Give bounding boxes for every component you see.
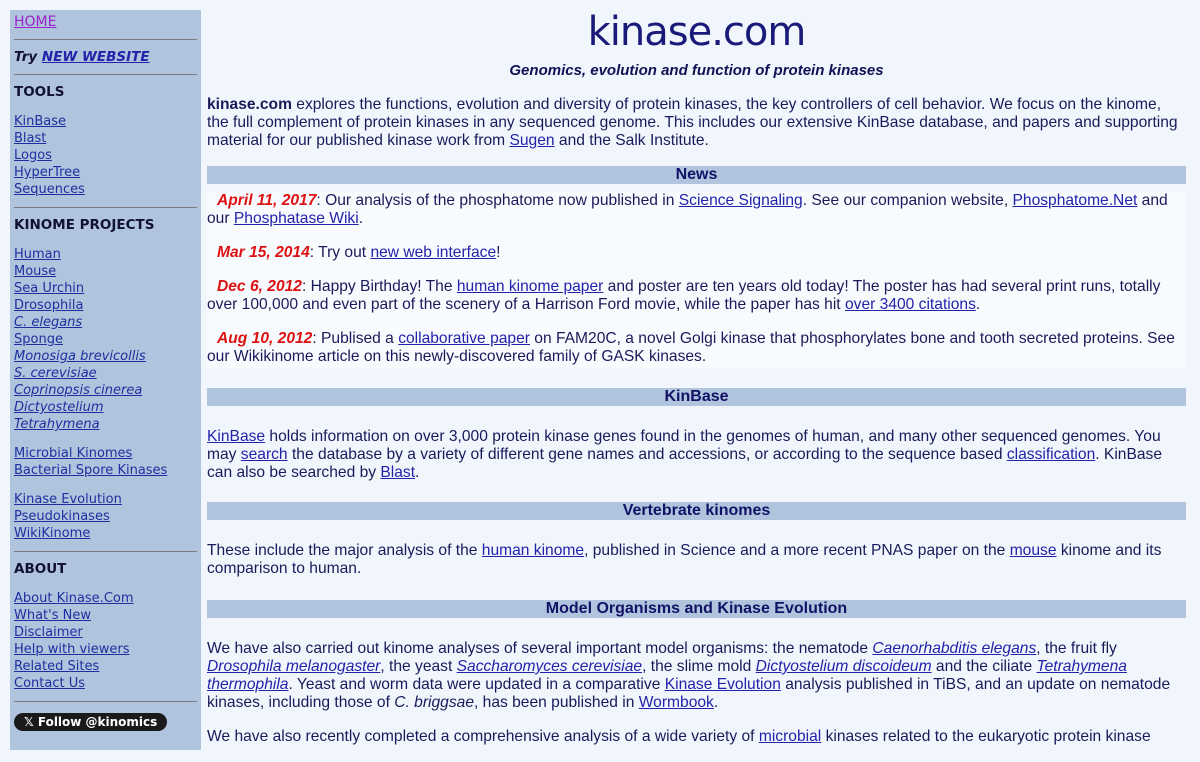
model-text: . [713,694,719,711]
sidebar-tool-kinbase[interactable]: KinBase [14,114,67,129]
model-text: analysis published in TiBS, and an update on nematode kinases, including those of [207,676,1171,711]
divider [14,701,197,702]
mouse-link[interactable]: mouse [1009,542,1057,559]
collaborative-paper-link[interactable]: collaborative paper [398,330,530,347]
c-elegans-link[interactable]: Caenorhabditis elegans [872,640,1037,657]
sidebar-project-sponge[interactable]: Sponge [14,332,63,347]
news-text: : Happy Birthday! The [301,278,457,295]
kinbase-paragraph [207,428,1186,482]
model-organisms-heading: Model Organisms and Kinase Evolution [207,600,1186,618]
news-text: . See our companion website, [802,192,1013,209]
news-text: on FAM20C, a novel Golgi kinase that phosphorylates bone and tooth secreted proteins. See our Wikikinome article on this newly-discovered family of GASK kinases. [207,330,1175,365]
sidebar-about-related-sites[interactable]: Related Sites [14,659,100,674]
sidebar-project-coprinopsis-cinerea[interactable]: Coprinopsis cinerea [14,383,143,398]
vertebrate-heading: Vertebrate kinomes [207,502,1186,520]
projects-links [14,246,197,433]
intro-brand: kinase.com [207,96,292,113]
kinome-projects-heading: KINOME PROJECTS [14,217,155,233]
try-prefix: Try [14,49,38,65]
sidebar-project-c-elegans[interactable]: C. elegans [14,315,83,330]
news-text: . [358,210,364,227]
model-text: , has been published in [474,694,639,711]
model-text: . Yeast and worm data were updated in a comparative [288,676,665,693]
sidebar-project-monosiga-brevicollis[interactable]: Monosiga brevicollis [14,349,146,364]
sidebar-project-sea-urchin[interactable]: Sea Urchin [14,281,85,296]
sidebar-project-pseudokinases[interactable]: Pseudokinases [14,509,110,524]
sidebar-tool-blast[interactable]: Blast [14,131,47,146]
news-text: . [975,296,981,313]
kinbase-text: holds information on over 3,000 protein kinase genes found in the genomes of human, and many other sequenced genomes. You may [207,428,1161,463]
sidebar-project-human[interactable]: Human [14,247,61,262]
model-organisms-paragraph [207,640,1186,712]
blast-link[interactable]: Blast [380,464,416,481]
phosphatome-net-link[interactable]: Phosphatome.Net [1012,192,1138,209]
sidebar-project-wikikinome[interactable]: WikiKinome [14,526,91,541]
news-item [207,192,1186,228]
vertebrate-text: These include the major analysis of the [207,542,482,559]
phosphatase-wiki-link[interactable]: Phosphatase Wiki [233,210,359,227]
try-new-website [14,49,197,65]
sidebar-tool-logos[interactable]: Logos [14,148,52,163]
divider [14,551,197,552]
intro-paragraph [207,96,1186,150]
news-item [207,244,1186,262]
tools-heading: TOOLS [14,84,65,100]
follow-label: Follow @kinomics [37,715,158,729]
c-briggsae-text: C. briggsae [394,694,474,711]
twitter-bird-icon: 𝕏 [24,715,34,729]
microbial-link[interactable]: microbial [758,728,822,745]
news-date: Dec 6, 2012 [217,278,302,295]
news-date: Aug 10, 2012 [217,330,313,347]
model-text: , the fruit fly [1036,640,1117,657]
main-content [207,0,1186,762]
divider [14,39,197,40]
sidebar-project-mouse[interactable]: Mouse [14,264,57,279]
model-text: and the ciliate [931,658,1037,675]
drosophila-link[interactable]: Drosophila melanogaster [207,658,381,675]
news-item [207,278,1186,314]
sidebar-project-kinase-evolution[interactable]: Kinase Evolution [14,492,122,507]
new-website-link[interactable]: NEW WEBSITE [41,49,150,65]
intro-text: and the Salk Institute. [554,132,709,149]
human-kinome-paper-link[interactable]: human kinome paper [456,278,604,295]
sidebar-about-disclaimer[interactable]: Disclaimer [14,625,83,640]
model-text: , the yeast [380,658,457,675]
search-link[interactable]: search [240,446,288,463]
sidebar-tool-sequences[interactable]: Sequences [14,182,85,197]
classification-link[interactable]: classification [1006,446,1096,463]
news-text: : Publised a [312,330,399,347]
twitter-follow-button[interactable] [14,713,167,731]
dictyostelium-link[interactable]: Dictyostelium discoideum [755,658,932,675]
new-web-interface-link[interactable]: new web interface [370,244,497,261]
sidebar-about-about-kinase-com[interactable]: About Kinase.Com [14,591,134,606]
news-text: and poster are ten years old today! The poster has had several print runs, totally over 100,000 and even part of the scenery of a Harrison Ford movie, while the paper has hit [207,278,1161,313]
kinase-evolution-link[interactable]: Kinase Evolution [664,676,781,693]
model-text: We have also recently completed a comprehensive analysis of a wide variety of [207,728,759,745]
news-text: : Try out [309,244,371,261]
sidebar-project-tetrahymena[interactable]: Tetrahymena [14,417,100,432]
about-heading: ABOUT [14,561,67,577]
sidebar [10,10,201,750]
model-text: We have also carried out kinome analyses of several important model organisms: the nematode [207,640,873,657]
kinbase-text: . [415,464,420,481]
model-text: kinases related to the eukaryotic protein kinase [821,728,1151,745]
news-text: : Our analysis of the phosphatome now published in [316,192,679,209]
sidebar-project-drosophila[interactable]: Drosophila [14,298,84,313]
model-text: , the slime mold [642,658,756,675]
news-text: ! [496,244,501,261]
citations-link[interactable]: over 3400 citations [844,296,976,313]
projects2-links [14,445,197,479]
home-link[interactable]: HOME [14,14,57,30]
news-section [207,192,1186,368]
news-date: Mar 15, 2014 [217,244,310,261]
science-signaling-link[interactable]: Science Signaling [678,192,803,209]
news-date: April 11, 2017 [217,192,317,209]
sidebar-about-contact-us[interactable]: Contact Us [14,676,85,691]
vertebrate-paragraph [207,542,1186,578]
wormbook-link[interactable]: Wormbook [638,694,714,711]
sidebar-project-s-cerevisiae[interactable]: S. cerevisiae [14,366,97,381]
sidebar-tool-hypertree[interactable]: HyperTree [14,165,81,180]
sidebar-about-help-with-viewers[interactable]: Help with viewers [14,642,130,657]
sidebar-project-dictyostelium[interactable]: Dictyostelium [14,400,104,415]
projects3-links [14,491,197,542]
news-item [207,330,1186,368]
news-heading: News [207,166,1186,184]
intro-text: explores the functions, evolution and diversity of protein kinases, the key controllers of cell behavior. We focus on the kinome, the full complement of protein kinases in any sequenced genome. This includes our extensive KinBase database, and papers and supporting material for our published kinase work from [207,96,1178,149]
tetrahymena-link[interactable]: Tetrahymena thermophila [207,658,1127,693]
news-text: and our [207,192,1168,227]
kinbase-text: . KinBase can also be searched by [207,446,1162,481]
human-kinome-link[interactable]: human kinome [481,542,585,559]
sidebar-project-bacterial-spore-kinases[interactable]: Bacterial Spore Kinases [14,463,168,478]
kinbase-link[interactable]: KinBase [207,428,266,445]
tools-links [14,113,197,198]
divider [14,74,197,75]
kinbase-heading: KinBase [207,388,1186,406]
saccharomyces-link[interactable]: Saccharomyces cerevisiae [456,658,643,675]
microbial-paragraph [207,728,1186,746]
kinbase-text: the database by a variety of different gene names and accessions, or according to the sequence based [287,446,1007,463]
sidebar-about-what-s-new[interactable]: What's New [14,608,91,623]
sidebar-project-microbial-kinomes[interactable]: Microbial Kinomes [14,446,133,461]
vertebrate-text: kinome and its comparison to human. [207,542,1162,577]
vertebrate-text: , published in Science and a more recent PNAS paper on the [584,542,1010,559]
site-tagline: Genomics, evolution and function of protein kinases [509,62,884,79]
sugen-link[interactable]: Sugen [509,132,555,149]
home-block [14,14,197,30]
divider [14,207,197,208]
about-links [14,590,197,692]
site-logo: kinase.com [587,9,806,55]
